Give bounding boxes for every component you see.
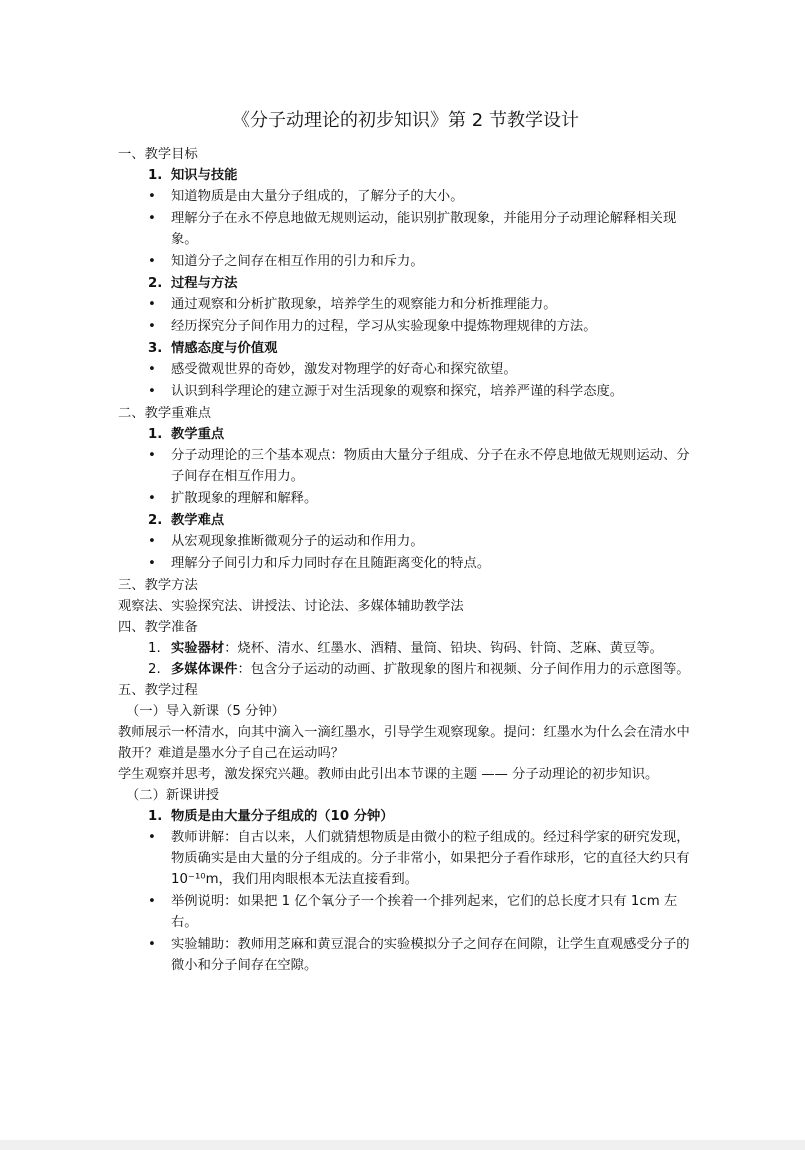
subsection-heading: 2. 教学难点 [148, 513, 225, 528]
bullet-icon: • [148, 189, 156, 204]
subsection-heading: （二）新课讲授 [126, 788, 220, 803]
bullet-icon: • [148, 211, 156, 226]
bullet-icon: • [148, 830, 156, 845]
section-heading: 二、教学重难点 [118, 406, 212, 421]
list-item: • 理解分子间引力和斥力同时存在且随距离变化的特点。 [118, 553, 693, 574]
subsection-heading: 3. 情感态度与价值观 [148, 341, 278, 356]
subsection-heading: 1. 知识与技能 [148, 168, 238, 183]
list-item: • 举例说明：如果把 1 亿个氧分子一个挨着一个排列起来，它们的总长度才只有 1cm 左右。 [118, 891, 693, 933]
list-item: • 认识到科学理论的建立源于对生活现象的观察和探究，培养严谨的科学态度。 [118, 381, 693, 402]
list-item: • 从宏观现象推断微观分子的运动和作用力。 [118, 531, 693, 552]
bullet-icon: • [148, 937, 156, 952]
list-item: • 知道分子之间存在相互作用的引力和斥力。 [118, 251, 693, 272]
list-item: • 分子动理论的三个基本观点：物质由大量分子组成、分子在永不停息地做无规则运动、分子间存在相互作用力。 [118, 445, 693, 487]
doc-title: 《分子动理论的初步知识》第 2 节教学设计 [232, 110, 579, 131]
paragraph: 学生观察并思考，激发探究兴趣。教师由此引出本节课的主题 —— 分子动理论的初步知识。 [118, 767, 659, 782]
list-item: • 经历探究分子间作用力的过程，学习从实验现象中提炼物理规律的方法。 [118, 316, 693, 337]
list-item: • 教师讲解：自古以来，人们就猜想物质是由微小的粒子组成的。经过科学家的研究发现，物质确实是由大量的分子组成的。分子非常小，如果把分子看作球形，它的直径大约只有 10⁻¹⁰m，我们用肉眼根本无法直接看到。 [118, 827, 693, 890]
subsection-heading: 2. 过程与方法 [148, 276, 238, 291]
section-heading: 一、教学目标 [118, 147, 198, 162]
list-item: • 通过观察和分析扩散现象，培养学生的观察能力和分析推理能力。 [118, 294, 693, 315]
list-item: • 扩散现象的理解和解释。 [118, 488, 693, 509]
list-item: 1. 实验器材：烧杯、清水、红墨水、酒精、量筒、铅块、钩码、针筒、芝麻、黄豆等。 [148, 641, 663, 656]
bullet-icon: • [148, 534, 156, 549]
bullet-icon: • [148, 384, 156, 399]
list-item: • 实验辅助：教师用芝麻和黄豆混合的实验模拟分子之间存在间隙，让学生直观感受分子的微小和分子间存在空隙。 [118, 934, 693, 976]
subsection-heading: 1. 物质是由大量分子组成的（10 分钟） [148, 809, 394, 824]
list-item: • 理解分子在永不停息地做无规则运动，能识别扩散现象，并能用分子动理论解释相关现象。 [118, 208, 693, 250]
list-item: • 知道物质是由大量分子组成的，了解分子的大小。 [118, 186, 693, 207]
section-heading: 四、教学准备 [118, 620, 198, 635]
document-body [118, 108, 693, 977]
list-item: • 感受微观世界的奇妙，激发对物理学的好奇心和探究欲望。 [118, 359, 693, 380]
bullet-icon: • [148, 448, 156, 463]
bullet-icon: • [148, 254, 156, 269]
paragraph: 观察法、实验探究法、讲授法、讨论法、多媒体辅助教学法 [118, 599, 464, 614]
paragraph: 教师展示一杯清水，向其中滴入一滴红墨水，引导学生观察现象。提问：红墨水为什么会在清水中散开？难道是墨水分子自己在运动吗？ [118, 725, 690, 761]
bullet-icon: • [148, 556, 156, 571]
bullet-icon: • [148, 894, 156, 909]
bullet-icon: • [148, 319, 156, 334]
list-item: 2. 多媒体课件：包含分子运动的动画、扩散现象的图片和视频、分子间作用力的示意图等。 [148, 662, 690, 677]
section-heading: 五、教学过程 [118, 683, 198, 698]
bullet-icon: • [148, 491, 156, 506]
bullet-icon: • [148, 362, 156, 377]
subsection-heading: （一）导入新课（5 分钟） [126, 704, 285, 719]
bullet-icon: • [148, 297, 156, 312]
subsection-heading: 1. 教学重点 [148, 427, 225, 442]
section-heading: 三、教学方法 [118, 578, 198, 593]
